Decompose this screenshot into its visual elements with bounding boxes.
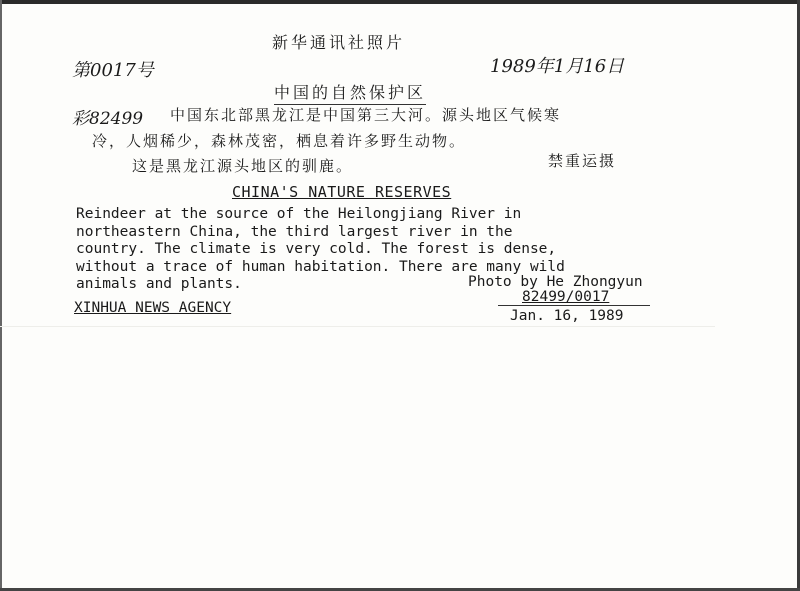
- agency-name-english: XINHUA NEWS AGENCY: [74, 300, 232, 316]
- photo-code: 彩82499: [72, 109, 144, 129]
- photographer-credit-english: Photo by He Zhongyun: [468, 274, 643, 290]
- border-top: [0, 0, 800, 4]
- serial-number: 第0017号: [72, 60, 154, 81]
- date-chinese: 1989年1月16日: [490, 56, 625, 77]
- caption-title-english: CHINA'S NATURE RESERVES: [232, 183, 452, 201]
- photo-number: 82499/0017: [522, 289, 610, 305]
- agency-name-chinese: 新华通讯社照片: [272, 33, 406, 52]
- photographer-credit-chinese: 禁重运摄: [548, 152, 617, 170]
- caption-line-1-chinese: 中国东北部黑龙江是中国第三大河。源头地区气候寒: [170, 106, 562, 124]
- date-rule: [498, 305, 650, 306]
- paper-fold-line: [0, 326, 715, 327]
- caption-title-chinese: 中国的自然保护区: [274, 80, 426, 105]
- border-left: [0, 0, 2, 591]
- date-english: Jan. 16, 1989: [510, 308, 624, 324]
- caption-line-2-chinese: 冷，人烟稀少，森林茂密，栖息着许多野生动物。: [92, 132, 467, 150]
- caption-line-3-chinese: 这是黑龙江源头地区的驯鹿。: [132, 157, 354, 175]
- caption-body-english: Reindeer at the source of the Heilongjiang River in northeastern China, the third largest river in the country. The climate is very cold. The forest is dense, without a trace of human habitation. There are many wild animals and plants.: [76, 206, 565, 292]
